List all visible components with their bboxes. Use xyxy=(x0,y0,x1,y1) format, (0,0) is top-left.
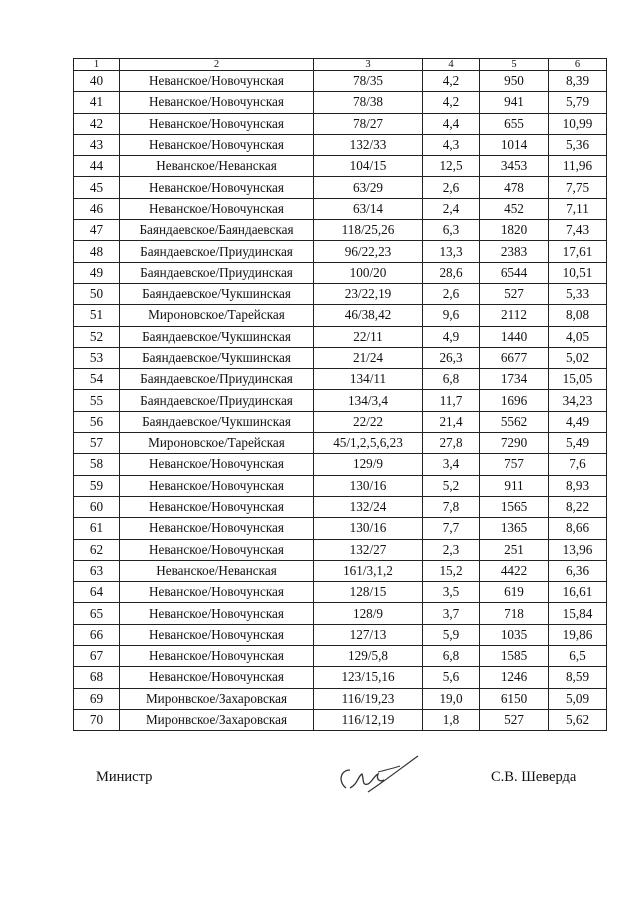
table-cell: 53 xyxy=(74,347,120,368)
table-cell: 941 xyxy=(480,92,549,113)
table-cell: 68 xyxy=(74,667,120,688)
table-cell: 118/25,26 xyxy=(314,220,423,241)
table-cell: 19,0 xyxy=(423,688,480,709)
table-row xyxy=(74,603,607,624)
table-cell: 1696 xyxy=(480,390,549,411)
table-cell: Баяндаевское/Приудинская xyxy=(120,262,314,283)
table-cell: 911 xyxy=(480,475,549,496)
table-row xyxy=(74,582,607,603)
table-cell: 2,6 xyxy=(423,283,480,304)
table-cell: Баяндаевское/Приудинская xyxy=(120,390,314,411)
table-row xyxy=(74,709,607,730)
table-cell: 4,3 xyxy=(423,134,480,155)
table-row xyxy=(74,539,607,560)
table-cell: 5,6 xyxy=(423,667,480,688)
table-row xyxy=(74,177,607,198)
table-cell: 10,99 xyxy=(549,113,607,134)
table-cell: 58 xyxy=(74,454,120,475)
table-cell: 5,36 xyxy=(549,134,607,155)
table-cell: 116/19,23 xyxy=(314,688,423,709)
table-cell: 6,8 xyxy=(423,369,480,390)
table-cell: 26,3 xyxy=(423,347,480,368)
table-row xyxy=(74,646,607,667)
table-cell: Баяндаевское/Чукшинская xyxy=(120,326,314,347)
table-row xyxy=(74,134,607,155)
table-cell: 52 xyxy=(74,326,120,347)
table-cell: 128/9 xyxy=(314,603,423,624)
table-cell: 28,6 xyxy=(423,262,480,283)
table-cell: Неванское/Новочунская xyxy=(120,113,314,134)
table-cell: 3453 xyxy=(480,156,549,177)
table-cell: 134/3,4 xyxy=(314,390,423,411)
table-cell: 96/22,23 xyxy=(314,241,423,262)
signatory-name: С.В. Шеверда xyxy=(491,769,577,785)
table-cell: 23/22,19 xyxy=(314,283,423,304)
table-cell: 1365 xyxy=(480,518,549,539)
table-cell: 64 xyxy=(74,582,120,603)
table-cell: 4,2 xyxy=(423,92,480,113)
table-cell: 48 xyxy=(74,241,120,262)
table-cell: Неванское/Новочунская xyxy=(120,177,314,198)
table-cell: 8,93 xyxy=(549,475,607,496)
table-cell: 46 xyxy=(74,198,120,219)
table-cell: 527 xyxy=(480,709,549,730)
table-cell: 6,3 xyxy=(423,220,480,241)
table-cell: Баяндаевское/Баяндаевская xyxy=(120,220,314,241)
table-row xyxy=(74,262,607,283)
table-cell: 44 xyxy=(74,156,120,177)
table-cell: 6677 xyxy=(480,347,549,368)
table-cell: 34,23 xyxy=(549,390,607,411)
table-cell: Неванское/Новочунская xyxy=(120,496,314,517)
table-cell: 15,2 xyxy=(423,560,480,581)
table-cell: 4,2 xyxy=(423,71,480,92)
table-cell: 27,8 xyxy=(423,433,480,454)
table-cell: 5,9 xyxy=(423,624,480,645)
table-cell: 4422 xyxy=(480,560,549,581)
table-cell: 66 xyxy=(74,624,120,645)
table-cell: 8,39 xyxy=(549,71,607,92)
table-cell: 7290 xyxy=(480,433,549,454)
table-cell: Неванское/Новочунская xyxy=(120,646,314,667)
table-row xyxy=(74,688,607,709)
table-cell: 22/22 xyxy=(314,411,423,432)
table-row xyxy=(74,518,607,539)
table-cell: 50 xyxy=(74,283,120,304)
table-cell: Миронвское/Захаровская xyxy=(120,709,314,730)
table-cell: 11,7 xyxy=(423,390,480,411)
table-cell: 4,4 xyxy=(423,113,480,134)
table-row xyxy=(74,454,607,475)
table-cell: Неванское/Новочунская xyxy=(120,539,314,560)
table-cell: 2383 xyxy=(480,241,549,262)
table-cell: 13,3 xyxy=(423,241,480,262)
table-cell: 45/1,2,5,6,23 xyxy=(314,433,423,454)
table-row xyxy=(74,198,607,219)
table-cell: 129/5,8 xyxy=(314,646,423,667)
table-cell: 5,02 xyxy=(549,347,607,368)
table-cell: 9,6 xyxy=(423,305,480,326)
table-cell: 132/24 xyxy=(314,496,423,517)
header-cell: 6 xyxy=(549,59,607,71)
table-cell: 6150 xyxy=(480,688,549,709)
table-cell: 452 xyxy=(480,198,549,219)
table-cell: 8,22 xyxy=(549,496,607,517)
table-cell: 3,4 xyxy=(423,454,480,475)
table-cell: 1014 xyxy=(480,134,549,155)
table-cell: Неванское/Новочунская xyxy=(120,475,314,496)
table-cell: 4,49 xyxy=(549,411,607,432)
table-cell: Неванское/Новочунская xyxy=(120,518,314,539)
table-cell: 3,7 xyxy=(423,603,480,624)
table-cell: 62 xyxy=(74,539,120,560)
table-cell: Баяндаевское/Чукшинская xyxy=(120,347,314,368)
table-cell: 13,96 xyxy=(549,539,607,560)
table-row xyxy=(74,241,607,262)
table-cell: 21/24 xyxy=(314,347,423,368)
table-row xyxy=(74,496,607,517)
table-cell: 134/11 xyxy=(314,369,423,390)
table-cell: 57 xyxy=(74,433,120,454)
table-cell: 132/27 xyxy=(314,539,423,560)
table-cell: 130/16 xyxy=(314,518,423,539)
table-row xyxy=(74,667,607,688)
table-row xyxy=(74,113,607,134)
table-cell: 132/33 xyxy=(314,134,423,155)
table-cell: 5,62 xyxy=(549,709,607,730)
table-row xyxy=(74,433,607,454)
table-cell: 8,08 xyxy=(549,305,607,326)
table-cell: 2112 xyxy=(480,305,549,326)
table-cell: 5,09 xyxy=(549,688,607,709)
table-cell: 78/35 xyxy=(314,71,423,92)
table-cell: 619 xyxy=(480,582,549,603)
table-cell: 40 xyxy=(74,71,120,92)
table-cell: Баяндаевское/Приудинская xyxy=(120,241,314,262)
table-cell: 63/29 xyxy=(314,177,423,198)
table-cell: 1565 xyxy=(480,496,549,517)
table-cell: Мироновское/Тарейская xyxy=(120,305,314,326)
table-cell: 129/9 xyxy=(314,454,423,475)
table-cell: 251 xyxy=(480,539,549,560)
table-cell: 2,4 xyxy=(423,198,480,219)
table-cell: 45 xyxy=(74,177,120,198)
table-cell: Мироновское/Тарейская xyxy=(120,433,314,454)
table-row xyxy=(74,326,607,347)
table-cell: 1820 xyxy=(480,220,549,241)
table-cell: 527 xyxy=(480,283,549,304)
table-cell: 5,33 xyxy=(549,283,607,304)
table-cell: 8,59 xyxy=(549,667,607,688)
header-cell: 3 xyxy=(314,59,423,71)
table-cell: 10,51 xyxy=(549,262,607,283)
table-cell: 15,05 xyxy=(549,369,607,390)
table-cell: 19,86 xyxy=(549,624,607,645)
table-cell: Неванское/Неванская xyxy=(120,560,314,581)
table-cell: 46/38,42 xyxy=(314,305,423,326)
table-cell: 42 xyxy=(74,113,120,134)
table-cell: 65 xyxy=(74,603,120,624)
table-cell: 70 xyxy=(74,709,120,730)
table-cell: 61 xyxy=(74,518,120,539)
table-cell: 6544 xyxy=(480,262,549,283)
header-cell: 4 xyxy=(423,59,480,71)
table-cell: 127/13 xyxy=(314,624,423,645)
table-cell: 123/15,16 xyxy=(314,667,423,688)
table-cell: Неванское/Новочунская xyxy=(120,198,314,219)
table-cell: 130/16 xyxy=(314,475,423,496)
table-cell: Неванское/Новочунская xyxy=(120,624,314,645)
table-cell: Баяндаевское/Приудинская xyxy=(120,369,314,390)
table-row xyxy=(74,624,607,645)
table-cell: 5562 xyxy=(480,411,549,432)
table-cell: 655 xyxy=(480,113,549,134)
table-cell: Неванское/Новочунская xyxy=(120,71,314,92)
table-cell: Неванское/Неванская xyxy=(120,156,314,177)
table-cell: 15,84 xyxy=(549,603,607,624)
table-cell: 55 xyxy=(74,390,120,411)
table-row xyxy=(74,71,607,92)
table-cell: 59 xyxy=(74,475,120,496)
table-cell: 11,96 xyxy=(549,156,607,177)
table-row xyxy=(74,283,607,304)
table-cell: 7,7 xyxy=(423,518,480,539)
table-cell: 1734 xyxy=(480,369,549,390)
table-cell: Неванское/Новочунская xyxy=(120,667,314,688)
table-cell: 47 xyxy=(74,220,120,241)
table-cell: Неванское/Новочунская xyxy=(120,454,314,475)
table-cell: 56 xyxy=(74,411,120,432)
table-cell: 100/20 xyxy=(314,262,423,283)
table-cell: 12,5 xyxy=(423,156,480,177)
table-cell: 128/15 xyxy=(314,582,423,603)
table-cell: 757 xyxy=(480,454,549,475)
header-cell: 1 xyxy=(74,59,120,71)
table-row xyxy=(74,475,607,496)
table-cell: 5,79 xyxy=(549,92,607,113)
table-cell: Неванское/Новочунская xyxy=(120,603,314,624)
table-cell: 4,9 xyxy=(423,326,480,347)
table-cell: Баяндаевское/Чукшинская xyxy=(120,411,314,432)
table-cell: 51 xyxy=(74,305,120,326)
table-cell: 5,49 xyxy=(549,433,607,454)
table-row xyxy=(74,369,607,390)
table-cell: 478 xyxy=(480,177,549,198)
table-cell: 41 xyxy=(74,92,120,113)
table-cell: 7,43 xyxy=(549,220,607,241)
table-cell: 49 xyxy=(74,262,120,283)
table-cell: 161/3,1,2 xyxy=(314,560,423,581)
table-cell: 2,3 xyxy=(423,539,480,560)
table-cell: 6,8 xyxy=(423,646,480,667)
table-cell: 7,8 xyxy=(423,496,480,517)
header-cell: 5 xyxy=(480,59,549,71)
table-cell: 63 xyxy=(74,560,120,581)
header-row xyxy=(74,59,607,71)
table-cell: 43 xyxy=(74,134,120,155)
table-row xyxy=(74,156,607,177)
table-cell: 116/12,19 xyxy=(314,709,423,730)
table-cell: 54 xyxy=(74,369,120,390)
table-cell: 67 xyxy=(74,646,120,667)
table-cell: 7,75 xyxy=(549,177,607,198)
table-cell: 7,6 xyxy=(549,454,607,475)
table-cell: 17,61 xyxy=(549,241,607,262)
table-row xyxy=(74,560,607,581)
table-cell: Баяндаевское/Чукшинская xyxy=(120,283,314,304)
table-body xyxy=(74,59,607,731)
table-cell: 22/11 xyxy=(314,326,423,347)
signatory-position: Министр xyxy=(96,769,153,785)
table-cell: 6,36 xyxy=(549,560,607,581)
table-cell: Неванское/Новочунская xyxy=(120,92,314,113)
table-row xyxy=(74,347,607,368)
table-cell: 3,5 xyxy=(423,582,480,603)
table-row xyxy=(74,390,607,411)
table-row xyxy=(74,92,607,113)
signature-icon xyxy=(328,748,424,806)
data-table xyxy=(73,58,607,731)
table-cell: 60 xyxy=(74,496,120,517)
table-cell: 950 xyxy=(480,71,549,92)
table-cell: 5,2 xyxy=(423,475,480,496)
table-cell: 2,6 xyxy=(423,177,480,198)
table-cell: Миронвское/Захаровская xyxy=(120,688,314,709)
table-cell: 7,11 xyxy=(549,198,607,219)
table-row xyxy=(74,305,607,326)
table-cell: 78/27 xyxy=(314,113,423,134)
table-cell: 1585 xyxy=(480,646,549,667)
table-cell: 4,05 xyxy=(549,326,607,347)
table-cell: Неванское/Новочунская xyxy=(120,134,314,155)
table-cell: 1246 xyxy=(480,667,549,688)
table-cell: Неванское/Новочунская xyxy=(120,582,314,603)
table-cell: 1440 xyxy=(480,326,549,347)
table-cell: 63/14 xyxy=(314,198,423,219)
header-cell: 2 xyxy=(120,59,314,71)
table-row xyxy=(74,220,607,241)
table-cell: 78/38 xyxy=(314,92,423,113)
table-row xyxy=(74,411,607,432)
table-cell: 6,5 xyxy=(549,646,607,667)
table-cell: 69 xyxy=(74,688,120,709)
table-cell: 104/15 xyxy=(314,156,423,177)
table-cell: 21,4 xyxy=(423,411,480,432)
table-cell: 16,61 xyxy=(549,582,607,603)
table-cell: 8,66 xyxy=(549,518,607,539)
table-cell: 1035 xyxy=(480,624,549,645)
table-cell: 1,8 xyxy=(423,709,480,730)
table-cell: 718 xyxy=(480,603,549,624)
